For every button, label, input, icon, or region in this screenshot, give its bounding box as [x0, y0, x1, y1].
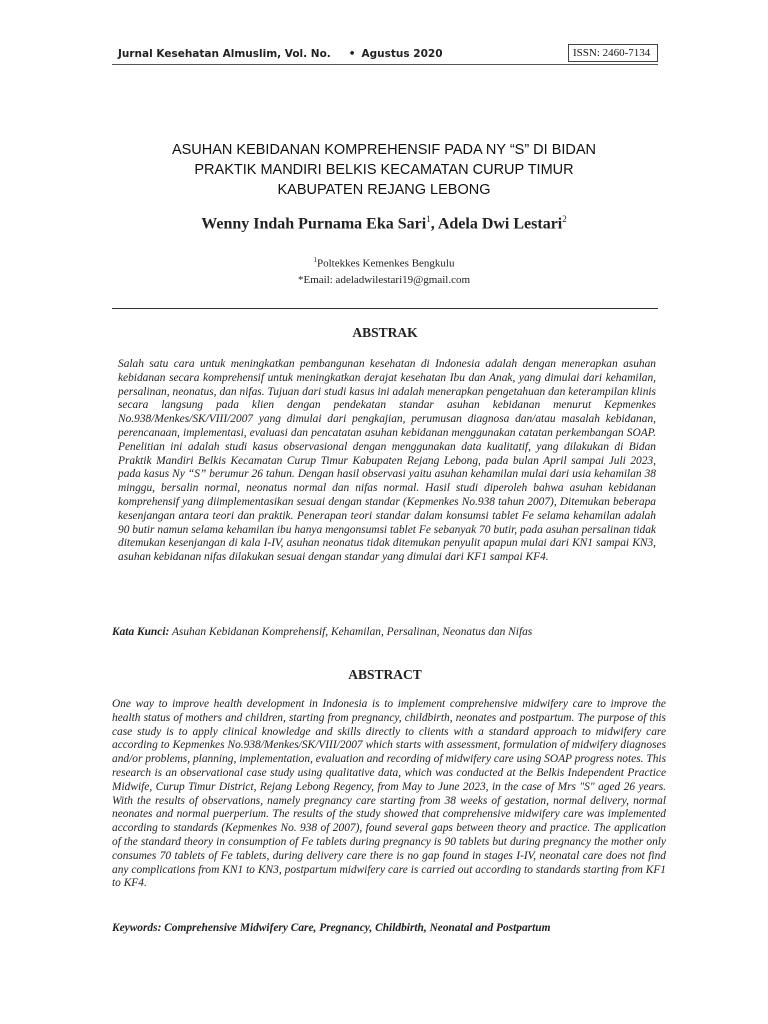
kata-kunci [112, 626, 668, 638]
abstract-body: One way to improve health development in Indonesia is to implement comprehensive midwifery care to improve the health status of mothers and children, starting from pregnancy, childbirth, neonates and postpartum. The purpose of this case study is to apply clinical knowledge and skills directly to clients with a standard approach to midwifery care according to Kepmenkes No.938/Menkes/SK/VIII/2007 which starts with assessment, formulation of midwifery diagnoses and/or problems, planning, implementation, evaluation and recording of midwifery care using SOAP progress notes. This research is an observational case study using qualitative data, which was conducted at the Belkis Independent Practice Midwife, Curup Timur District, Rejang Lebong Regency, from May to June 2023, in the case of Mrs "S" aged 26 years. With the results of observations, namely pregnancy care starting from 38 weeks of gestation, normal delivery, normal neonates and normal puerperium. The results of the study showed that comprehensive midwifery care was implemented according to standards (Kepmenkes No. 938 of 2007), found several gaps between theory and practice. The application of the standard theory in consumption of Fe tablets during pregnancy is 90 tablets but during pregnancy the mother only consumes 70 tablets of Fe tablets, during delivery care there is no gap found in stages I-IV, neonatal care does not find any complications from KN1 to KN3, postpartum midwifery care is carried out according to standards starting from KF1 to KF4. [112, 698, 666, 890]
title-line-3: KABUPATEN REJANG LEBONG [277, 182, 491, 198]
journal-info [118, 48, 443, 60]
author-2: Adela Dwi Lestari [437, 215, 563, 233]
institution-sup: 1 [313, 256, 317, 264]
issue-date: Agustus 2020 [361, 48, 443, 60]
kata-kunci-list: Asuhan Kebidanan Komprehensif, Kehamilan, Persalinan, Neonatus dan Nifas [171, 626, 533, 638]
keywords-en: Keywords: Comprehensive Midwifery Care, Pregnancy, Childbirth, Neonatal and Postpartum [112, 922, 551, 934]
issn-box: ISSN: 2460-7134 [568, 44, 658, 62]
kata-kunci-label: Kata Kunci: [112, 626, 170, 638]
author-2-affil: 2 [562, 214, 567, 224]
section-divider [112, 308, 658, 309]
author-1-affil: 1 [426, 214, 431, 224]
email: *Email: adeladwilestari19@gmail.com [297, 273, 471, 286]
abstract-heading: ABSTRACT [348, 667, 422, 682]
institution-name: Poltekkes Kemenkes Bengkulu [317, 257, 455, 270]
title-line-2: PRAKTIK MANDIRI BELKIS KECAMATAN CURUP TIMUR [194, 162, 574, 178]
title-line-1: ASUHAN KEBIDANAN KOMPREHENSIF PADA NY “S” DI BIDAN [171, 142, 597, 158]
header-rule [112, 64, 658, 65]
abstrak-heading: ABSTRAK [352, 325, 418, 340]
institution [100, 252, 668, 272]
affiliation [100, 252, 668, 288]
journal-header [112, 44, 658, 64]
author-list [100, 214, 668, 233]
author-separator: , [430, 215, 438, 233]
author-1: Wenny Indah Purnama Eka Sari [201, 215, 427, 233]
journal-name: Jurnal Kesehatan Almuslim, Vol. No. [118, 48, 331, 60]
paper-title [120, 140, 648, 200]
bullet-icon: • [348, 48, 356, 60]
abstrak-body: Salah satu cara untuk meningkatkan pembangunan kesehatan di Indonesia adalah dengan menerapkan asuhan kebidanan secara komprehensif untuk meningkatkan derajat kesehatan Ibu dan Anak, yang dimulai dari kehamilan, persalinan, neonatus, dan nifas. Tujuan dari studi kasus ini adalah menerapkan pengetahuan dan keterampilan klinis secara langsung pada klien dengan pendekatan standar asuhan kebidanan menurut Kepmenkes No.938/Menkes/SK/VIII/2007 yang dimulai dari pengkajian, perumusan diagnosa dan/atau masalah kebidanan, perencanaan, implementasi, evaluasi dan pencatatan asuhan kebidanan menggunakan catatan perkembangan SOAP. Penelitian ini adalah studi kasus observasional dengan menggunakan data kualitatif, yang dilakukan di Bidan Praktik Mandiri Belkis Kecamatan Curup Timur Kabupaten Rejang Lebong, pada bulan April sampai Juli 2023, pada kasus Ny “S” berumur 26 tahun. Dengan hasil observasi yaitu asuhan kehamilan mulai dari usia kehamilan 38 minggu, bersalin normal, neonatus normal dan nifas normal. Hasil studi diperoleh bahwa asuhan kebidanan komprehensif yang diimplementasikan sesuai dengan standar (Kepmenkes No.938 tahun 2007), Ditemukan beberapa kesenjangan antara teori dan praktik. Penerapan teori standar dalam konsumsi tablet Fe selama kehamilan adalah 90 butir namun selama kehamilan ibu hanya mengonsumsi tablet Fe sebanyak 70 butir, pada asuhan persalinan tidak ditemukan kesenjangan di kala I-IV, asuhan neonatus tidak ditemukan penyulit apapun mulai dari KN1 sampai KN3, asuhan kebidanan nifas dilakukan sesuai dengan standar yang dimulai dari KF1 sampai KF4. [118, 358, 656, 564]
